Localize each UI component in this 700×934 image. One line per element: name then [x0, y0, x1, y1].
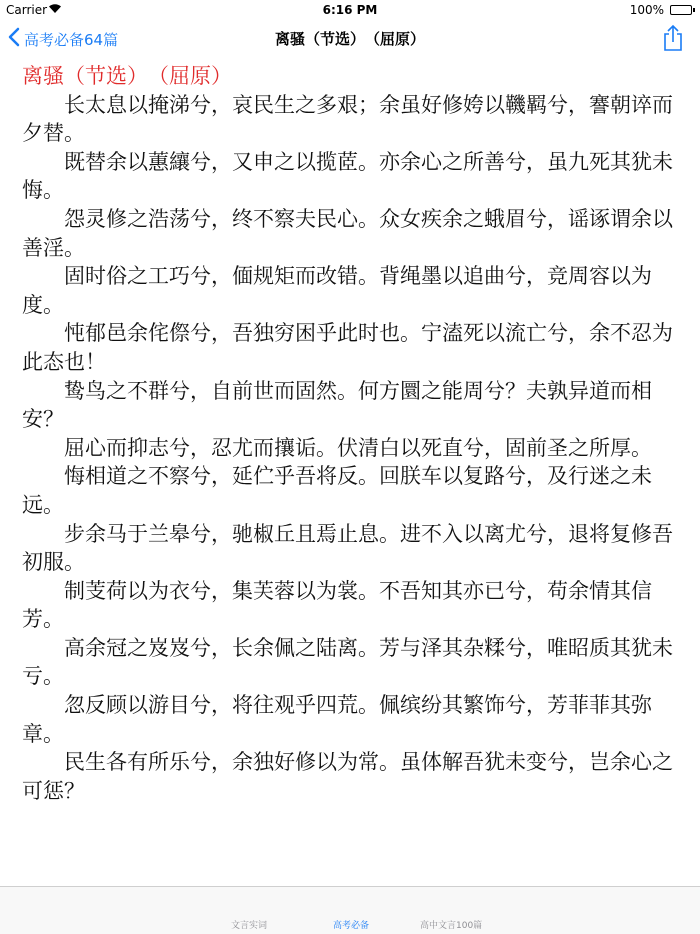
- battery-percent: 100%: [629, 3, 664, 17]
- tab-bar: [0, 886, 700, 934]
- poem-paragraph: 民生各有所乐兮，余独好修以为常。虽体解吾犹未变兮，岂余心之可惩？: [22, 750, 673, 803]
- poem-paragraph: 制芰荷以为衣兮，集芙蓉以为裳。不吾知其亦已兮，苟余情其信芳。: [22, 578, 652, 632]
- poem-paragraph: 悔相道之不察兮，延伫乎吾将反。回朕车以复路兮，及行迷之未远。: [22, 464, 652, 517]
- poem-paragraph: 固时俗之工巧兮，偭规矩而改错。背绳墨以追曲兮，竞周容以为度。: [22, 264, 652, 317]
- back-button-label: 高考必备64篇: [24, 30, 119, 49]
- poem-paragraph: 忳郁邑余侘傺兮，吾独穷困乎此时也。宁溘死以流亡兮，余不忍为此态也！: [22, 321, 673, 374]
- poem-paragraph: 长太息以掩涕兮，哀民生之多艰；余虽好修姱以鞿羁兮，謇朝谇而夕替。: [22, 92, 673, 146]
- status-time: 6:16 PM: [322, 3, 378, 17]
- tab-gaokao-bibei[interactable]: 高考必备: [333, 921, 370, 931]
- page-title: 离骚（节选） （屈原）: [274, 30, 425, 48]
- poem-paragraph: 忽反顾以游目兮，将往观乎四荒。佩缤纷其繁饰兮，芳菲菲其弥章。: [22, 693, 652, 746]
- battery-icon: [670, 5, 692, 15]
- share-button[interactable]: [662, 24, 684, 52]
- tab-wenyan-100[interactable]: 高中文言100篇: [420, 921, 483, 931]
- navigation-bar: [0, 20, 700, 58]
- tab-wenyan-shici[interactable]: 文言实词: [231, 921, 268, 931]
- poem-paragraph: 高余冠之岌岌兮，长余佩之陆离。芳与泽其杂糅兮，唯昭质其犹未亏。: [22, 635, 673, 689]
- share-icon: [662, 24, 684, 52]
- poem-paragraph: 既替余以蕙纕兮，又申之以揽茝。亦余心之所善兮，虽九死其犹未悔。: [22, 149, 673, 203]
- poem-paragraph: 鸷鸟之不群兮，自前世而固然。何方圜之能周兮？夫孰异道而相安？: [22, 378, 652, 432]
- poem-title: 离骚（节选） （屈原）: [22, 64, 232, 88]
- poem-content: [22, 62, 682, 805]
- carrier-label: Carrier: [6, 3, 48, 17]
- status-bar: [0, 0, 700, 20]
- poem-paragraph: 屈心而抑志兮，忍尤而攘诟。伏清白以死直兮，固前圣之所厚。: [64, 435, 652, 460]
- poem-paragraph: 怨灵修之浩荡兮，终不察夫民心。众女疾余之蛾眉兮，谣诼谓余以善淫。: [22, 206, 673, 260]
- poem-paragraph: 步余马于兰皋兮，驰椒丘且焉止息。进不入以离尤兮，退将复修吾初服。: [22, 521, 673, 575]
